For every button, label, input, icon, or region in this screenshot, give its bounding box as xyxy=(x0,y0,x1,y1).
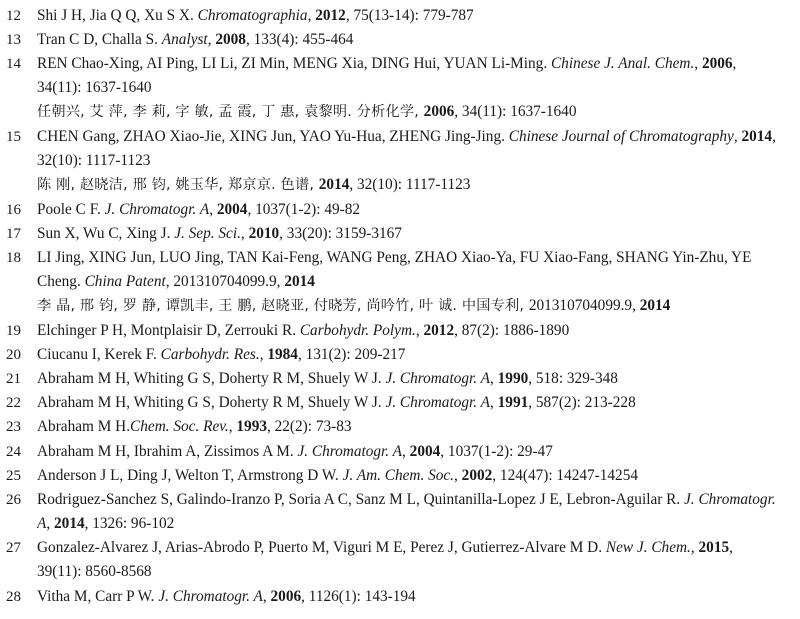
reference-number: 22 xyxy=(6,395,21,412)
reference-number: 27 xyxy=(6,540,21,557)
reference-line xyxy=(37,440,793,464)
publication-year: 1984 xyxy=(267,345,298,363)
publication-year: 2014 xyxy=(639,297,671,314)
reference-number: 13 xyxy=(6,32,21,49)
publication-year: 2008 xyxy=(215,31,246,49)
reference-text xyxy=(37,198,793,222)
citation-text: , 201310704099.9, xyxy=(165,273,285,290)
chinese-citation: 任朝兴, 艾 萍, 李 莉, 字 敏, 孟 霞, 丁 惠, 袁黎明. 分析化学, xyxy=(37,104,424,121)
reference-number: 14 xyxy=(6,56,21,73)
reference-line xyxy=(37,125,793,149)
publication-year: 2004 xyxy=(216,200,248,218)
reference-number: 15 xyxy=(6,129,21,145)
publication-year: 2012 xyxy=(315,7,346,24)
reference-text xyxy=(37,440,793,464)
citation-text: , xyxy=(733,128,742,145)
reference-text xyxy=(37,246,793,318)
journal-title: J. Chromatogr. A xyxy=(297,442,403,460)
citation-text: Tran C D, Challa S. xyxy=(37,31,162,49)
citation-text: , 33(20): 3159-3167 xyxy=(279,224,402,242)
citation-text: Vitha M, Carr P W. xyxy=(37,587,159,605)
citation-text: , 22(2): 73-83 xyxy=(266,418,352,436)
citation-text: , 124(47): 14247-14254 xyxy=(492,466,638,484)
reference-line xyxy=(37,560,793,584)
citation-text: Anderson J L, Ding J, Welton T, Armstrong D W. xyxy=(37,466,343,484)
publication-year: 2015 xyxy=(698,539,730,557)
chinese-citation: 陈 刚, 赵晓洁, 邢 钧, 姚玉华, 郑京京. 色谱, xyxy=(37,177,319,193)
reference-text xyxy=(37,343,793,367)
journal-title: Chinese J. Anal. Chem. xyxy=(550,55,695,73)
journal-title: New J. Chem. xyxy=(605,539,691,557)
reference-text xyxy=(37,52,793,124)
journal-title: Carbohydr. Res. xyxy=(160,345,260,363)
reference-line xyxy=(37,585,793,609)
citation-text: , xyxy=(729,539,733,557)
citation-text: Ciucanu I, Kerek F. xyxy=(37,345,161,363)
reference-line xyxy=(37,198,793,222)
journal-title: Chromatographia xyxy=(197,7,308,24)
citation-text: , xyxy=(209,200,217,218)
reference-text xyxy=(37,4,793,28)
publication-year: 2002 xyxy=(461,466,493,484)
citation-text: LI Jing, XING Jun, LUO Jing, TAN Kai-Feng, WANG Peng, ZHAO Xiao-Ya, FU Xiao-Fang, SHANG Yin-Zhu, YE xyxy=(37,249,752,266)
reference-line xyxy=(37,415,793,439)
reference-line xyxy=(37,246,793,270)
reference-number: 16 xyxy=(6,201,21,218)
journal-title: J. Chromatogr. A xyxy=(385,370,490,387)
journal-title: J. Am. Chem. Soc. xyxy=(342,466,455,484)
citation-text: 39(11): 8560-8568 xyxy=(37,563,152,581)
reference-line xyxy=(37,319,793,343)
journal-title: Analyst xyxy=(161,31,208,49)
publication-year: 2010 xyxy=(248,224,280,242)
reference-text xyxy=(37,536,793,584)
reference-text xyxy=(37,28,793,52)
publication-year: 2014 xyxy=(54,515,85,532)
reference-line xyxy=(37,270,793,294)
citation-text: 34(11): 1637-1640 xyxy=(37,79,152,97)
reference-line xyxy=(37,149,793,173)
reference-line xyxy=(37,222,793,246)
journal-title: J. Chromatogr. A xyxy=(385,394,490,412)
reference-number: 18 xyxy=(6,250,21,266)
reference-text xyxy=(37,464,793,488)
reference-line xyxy=(37,173,793,197)
reference-text xyxy=(37,585,793,609)
citation-text: , 587(2): 213-228 xyxy=(528,394,636,412)
citation-text: , xyxy=(415,321,424,339)
publication-year: 2014 xyxy=(741,128,773,145)
publication-year: 2014 xyxy=(284,273,315,290)
reference-number: 24 xyxy=(6,443,21,460)
citation-text: , 518: 329-348 xyxy=(528,370,618,387)
citation-text: , xyxy=(402,442,410,460)
journal-title: J. Chromatogr. xyxy=(684,491,776,508)
citation-text: , xyxy=(46,515,55,532)
citation-text: , xyxy=(228,418,237,436)
journal-title: J. Sep. Sci. xyxy=(174,224,241,242)
citation-text: , 1037(1-2): 29-47 xyxy=(440,442,553,460)
journal-title: J. Chromatogr. A xyxy=(158,587,263,605)
reference-line xyxy=(37,76,793,100)
reference-number: 12 xyxy=(6,8,21,24)
citation-text: , 133(4): 455-464 xyxy=(245,31,354,49)
reference-text xyxy=(37,319,793,343)
citation-text: , 75(13-14): 779-787 xyxy=(345,7,474,24)
citation-text: CHEN Gang, ZHAO Xiao-Jie, XING Jun, YAO Yu-Hua, ZHENG Jing-Jing. xyxy=(37,128,509,145)
reference-text xyxy=(37,367,793,391)
citation-text: , xyxy=(262,587,271,605)
citation-text: , xyxy=(694,55,702,73)
citation-text: 201310704099.9, xyxy=(528,297,640,314)
journal-title: J. Chromatogr. A xyxy=(104,200,210,218)
citation-text: , xyxy=(259,345,268,363)
reference-number: 26 xyxy=(6,492,21,508)
reference-line xyxy=(37,464,793,488)
citation-text: , xyxy=(454,466,462,484)
reference-line xyxy=(37,28,793,52)
reference-number: 17 xyxy=(6,225,21,242)
reference-number: 19 xyxy=(6,322,21,339)
journal-title: Carbohydr. Polym. xyxy=(299,321,416,339)
citation-text: , xyxy=(732,55,737,73)
reference-number: 25 xyxy=(6,467,21,484)
citation-text: , xyxy=(489,370,498,387)
citation-text: Abraham M H. xyxy=(37,418,131,436)
citation-text: Gonzalez-Alvarez J, Arias-Abrodo P, Puerto M, Viguri M E, Perez J, Gutierrez-Alvare M D. xyxy=(37,539,606,557)
publication-year: 1990 xyxy=(497,370,529,387)
citation-text: , xyxy=(207,31,216,49)
citation-text: , xyxy=(307,7,316,24)
journal-title: Chem. Soc. Rev. xyxy=(130,418,229,436)
publication-year: 2012 xyxy=(423,321,455,339)
publication-year: 1993 xyxy=(236,418,267,436)
reference-line xyxy=(37,343,793,367)
reference-number: 21 xyxy=(6,371,21,387)
publication-year: 2006 xyxy=(701,55,733,73)
citation-text: Abraham M H, Whiting G S, Doherty R M, Shuely W J. xyxy=(37,370,386,387)
citation-text: , xyxy=(240,224,249,242)
publication-year: 2006 xyxy=(423,103,455,121)
citation-text: 32(10): 1117-1123 xyxy=(37,152,151,169)
citation-text: Sun X, Wu C, Xing J. xyxy=(37,224,175,242)
citation-text: Shi J H, Jia Q Q, Xu S X. xyxy=(37,7,198,24)
reference-number: 28 xyxy=(6,588,21,605)
publication-year: 1991 xyxy=(497,394,529,412)
citation-text: , 131(2): 209-217 xyxy=(297,345,406,363)
reference-line xyxy=(37,52,793,76)
reference-line xyxy=(37,367,793,391)
reference-text xyxy=(37,488,793,536)
reference-line xyxy=(37,100,793,124)
journal-title: A xyxy=(37,515,47,532)
citation-text: Poole C F. xyxy=(37,200,105,218)
chinese-citation: 李 晶, 邢 钧, 罗 静, 谭凯丰, 王 鹏, 赵晓亚, 付晓芳, 尚吟竹, 叶 诚. 中国专利, xyxy=(37,298,529,314)
citation-text: Cheng. xyxy=(37,273,85,290)
reference-line xyxy=(37,294,793,318)
publication-year: 2004 xyxy=(409,442,441,460)
reference-text xyxy=(37,415,793,439)
citation-text: , xyxy=(690,539,699,557)
citation-text: , 87(2): 1886-1890 xyxy=(454,321,570,339)
citation-text: , xyxy=(489,394,498,412)
reference-line xyxy=(37,391,793,415)
publication-year: 2006 xyxy=(270,587,302,605)
citation-text: REN Chao-Xing, AI Ping, LI Li, ZI Min, MENG Xia, DING Hui, YUAN Li-Ming. xyxy=(37,55,551,73)
reference-line xyxy=(37,536,793,560)
journal-title: Chinese Journal of Chromatography xyxy=(508,128,734,145)
citation-text: Elchinger P H, Montplaisir D, Zerrouki R. xyxy=(37,321,300,339)
citation-text: , 1326: 96-102 xyxy=(84,515,175,532)
reference-text xyxy=(37,125,793,197)
citation-text: , 1126(1): 143-194 xyxy=(301,587,416,605)
citation-text: Abraham M H, Whiting G S, Doherty R M, Shuely W J. xyxy=(37,394,386,412)
citation-text: , 1037(1-2): 49-82 xyxy=(247,200,361,218)
citation-text: , 34(11): 1637-1640 xyxy=(454,103,577,121)
reference-line xyxy=(37,4,793,28)
reference-text xyxy=(37,222,793,246)
journal-title: China Patent xyxy=(84,273,166,290)
citation-text: Rodriguez-Sanchez S, Galindo-Iranzo P, Soria A C, Sanz M L, Quintanilla-Lopez J E, Lebron-Aguilar R. xyxy=(37,491,685,508)
publication-year: 2014 xyxy=(318,176,350,193)
citation-text: , xyxy=(772,128,776,145)
citation-text: , 32(10): 1117-1123 xyxy=(349,176,471,193)
reference-number: 23 xyxy=(6,419,21,436)
citation-text: Abraham M H, Ibrahim A, Zissimos A M. xyxy=(37,442,298,460)
reference-text xyxy=(37,391,793,415)
reference-line xyxy=(37,488,793,512)
reference-number: 20 xyxy=(6,346,21,363)
reference-line xyxy=(37,512,793,536)
